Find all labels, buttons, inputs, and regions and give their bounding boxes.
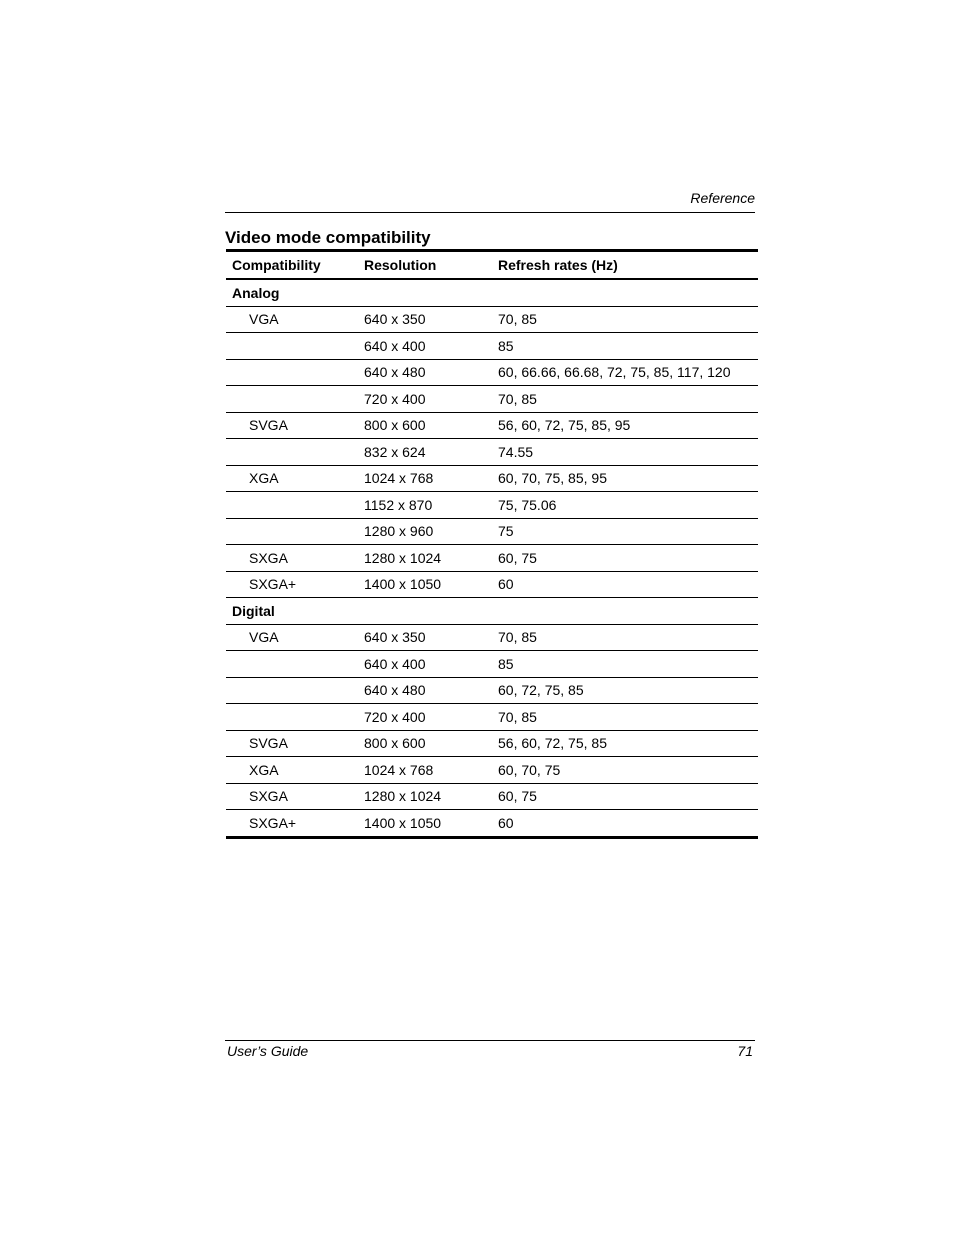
table-row bbox=[226, 518, 758, 545]
refresh-rates-cell: 70, 85 bbox=[498, 704, 758, 731]
table-row bbox=[226, 492, 758, 519]
resolution-cell: 832 x 624 bbox=[364, 439, 498, 466]
refresh-rates-cell: 60, 70, 75 bbox=[498, 757, 758, 784]
compatibility-cell: VGA bbox=[226, 306, 364, 333]
resolution-cell: 1152 x 870 bbox=[364, 492, 498, 519]
resolution-cell: 800 x 600 bbox=[364, 730, 498, 757]
table-row bbox=[226, 651, 758, 678]
compatibility-cell bbox=[226, 651, 364, 678]
running-header bbox=[225, 190, 755, 213]
table-header-row bbox=[226, 251, 758, 280]
resolution-cell: 1024 x 768 bbox=[364, 757, 498, 784]
page-number: 71 bbox=[737, 1043, 753, 1059]
compatibility-cell: SXGA bbox=[226, 545, 364, 572]
resolution-cell: 640 x 480 bbox=[364, 677, 498, 704]
table-row bbox=[226, 386, 758, 413]
refresh-rates-cell: 85 bbox=[498, 333, 758, 360]
table-row bbox=[226, 333, 758, 360]
refresh-rates-cell: 60, 75 bbox=[498, 783, 758, 810]
resolution-cell: 720 x 400 bbox=[364, 386, 498, 413]
guide-title: User’s Guide bbox=[227, 1043, 309, 1059]
table-row bbox=[226, 439, 758, 466]
compatibility-cell: SXGA bbox=[226, 783, 364, 810]
resolution-cell: 800 x 600 bbox=[364, 412, 498, 439]
group-row bbox=[226, 279, 758, 306]
table-row bbox=[226, 730, 758, 757]
compatibility-cell: VGA bbox=[226, 624, 364, 651]
refresh-rates-cell: 60 bbox=[498, 814, 514, 831]
table-row bbox=[226, 677, 758, 704]
table-row bbox=[226, 757, 758, 784]
refresh-rates-cell: 56, 60, 72, 75, 85, 95 bbox=[498, 412, 758, 439]
resolution-cell: 1280 x 960 bbox=[364, 518, 498, 545]
compatibility-cell bbox=[226, 492, 364, 519]
compatibility-cell: SXGA+ bbox=[249, 814, 297, 831]
refresh-rates-cell: 85 bbox=[498, 651, 758, 678]
refresh-rates-cell: 70, 85 bbox=[498, 306, 758, 333]
refresh-rates-cell: 70, 85 bbox=[498, 624, 758, 651]
compatibility-cell: XGA bbox=[226, 757, 364, 784]
table-row bbox=[226, 810, 758, 838]
resolution-cell: 1280 x 1024 bbox=[364, 545, 498, 572]
column-header-resolution: Resolution bbox=[364, 251, 498, 280]
compatibility-cell bbox=[226, 518, 364, 545]
table-row bbox=[226, 412, 758, 439]
refresh-rates-cell: 74.55 bbox=[498, 439, 758, 466]
section-name: Reference bbox=[690, 190, 755, 206]
table-body bbox=[226, 279, 758, 837]
compatibility-cell bbox=[226, 677, 364, 704]
resolution-cell: 640 x 350 bbox=[364, 624, 498, 651]
resolution-cell: 640 x 480 bbox=[364, 359, 498, 386]
running-footer bbox=[225, 1040, 755, 1061]
group-row bbox=[226, 598, 758, 625]
column-header-compatibility: Compatibility bbox=[226, 251, 364, 280]
compatibility-cell bbox=[226, 439, 364, 466]
compatibility-cell: XGA bbox=[226, 465, 364, 492]
refresh-rates-cell: 75, 75.06 bbox=[498, 492, 758, 519]
resolution-cell: 640 x 400 bbox=[364, 333, 498, 360]
table-row bbox=[226, 571, 758, 598]
compatibility-cell bbox=[226, 333, 364, 360]
compatibility-cell: SVGA bbox=[226, 730, 364, 757]
compatibility-cell bbox=[226, 386, 364, 413]
refresh-rates-cell: 60, 75 bbox=[498, 545, 758, 572]
resolution-cell: 640 x 400 bbox=[364, 651, 498, 678]
group-label: Digital bbox=[226, 598, 758, 625]
table-row bbox=[226, 359, 758, 386]
refresh-rates-cell: 70, 85 bbox=[498, 386, 758, 413]
refresh-rates-cell: 60, 70, 75, 85, 95 bbox=[498, 465, 758, 492]
compatibility-cell: SVGA bbox=[226, 412, 364, 439]
table-row bbox=[226, 465, 758, 492]
refresh-rates-cell: 60 bbox=[498, 571, 758, 598]
table-row bbox=[226, 624, 758, 651]
resolution-cell: 1400 x 1050 bbox=[364, 571, 498, 598]
resolution-cell: 1024 x 768 bbox=[364, 465, 498, 492]
resolution-cell: 640 x 350 bbox=[364, 306, 498, 333]
resolution-cell: 1280 x 1024 bbox=[364, 783, 498, 810]
table-row bbox=[226, 306, 758, 333]
group-label: Analog bbox=[226, 279, 758, 306]
refresh-rates-cell: 60, 72, 75, 85 bbox=[498, 677, 758, 704]
refresh-rates-cell: 60, 66.66, 66.68, 72, 75, 85, 117, 120 bbox=[498, 359, 758, 386]
compatibility-cell: SXGA+ bbox=[226, 571, 364, 598]
refresh-rates-cell: 56, 60, 72, 75, 85 bbox=[498, 730, 758, 757]
compatibility-cell bbox=[226, 359, 364, 386]
resolution-cell: 1400 x 1050 bbox=[364, 814, 442, 831]
refresh-rates-cell: 75 bbox=[498, 518, 758, 545]
resolution-cell: 720 x 400 bbox=[364, 704, 498, 731]
table-row bbox=[226, 704, 758, 731]
compatibility-cell bbox=[226, 704, 364, 731]
video-mode-table bbox=[226, 249, 758, 839]
table-row bbox=[226, 545, 758, 572]
table-title: Video mode compatibility bbox=[225, 228, 431, 247]
table-row bbox=[226, 783, 758, 810]
column-header-refresh-rates: Refresh rates (Hz) bbox=[498, 251, 758, 280]
